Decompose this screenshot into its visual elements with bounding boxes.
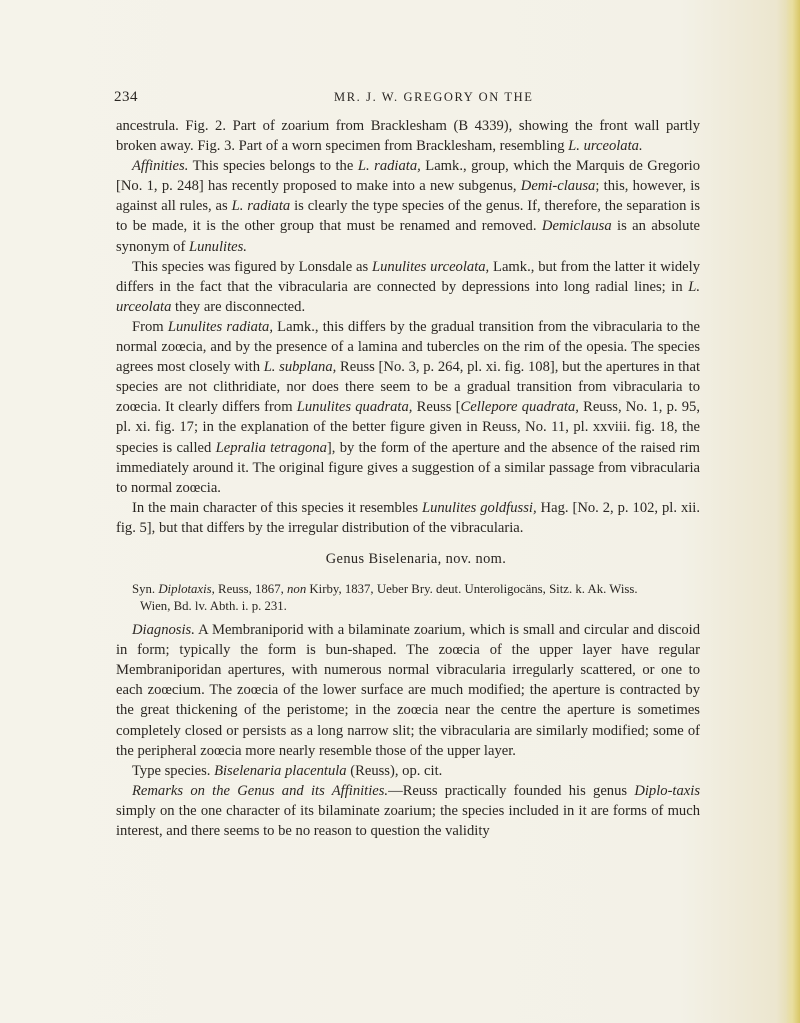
italic-run: Diplotaxis,: [158, 582, 215, 597]
paragraph: [116, 257, 700, 317]
text-run: Type species.: [132, 762, 215, 779]
paragraph: [116, 317, 700, 498]
italic-run: L. urceolata: [116, 278, 700, 315]
text-run: —Reuss practically founded his genus: [388, 782, 635, 799]
text-run: From: [132, 318, 168, 335]
text-run: A Membraniporid with a bilaminate zoarium, which is small and circular and discoid in form; typically the form is bun-shaped. The zoœcia of the upper layer have regular Membraniporidan apertures, with numerous normal vibracularia irregularly scattered, or one to each zoœcium. The zoœcia of the lower surface are much modified; the aperture is contracted by the great thickening of the peristome; in the zoœcia near the centre the aperture is sometimes completely closed or persists as a long narrow slit; the vibracularia are similarly modified; some of the peripheral zoœcia more nearly resemble those of the upper layer.: [116, 622, 700, 759]
italic-run: Lepralia tetragona: [215, 439, 327, 456]
italic-run: Demiclausa: [541, 218, 612, 235]
genus-heading-text: Genus Biselenaria, nov. nom.: [325, 550, 507, 567]
text-run: is clearly the type species of the genus. If, therefore, the separation is to be made, it is the other group that must be renamed and removed.: [116, 198, 700, 235]
text-run: Syn.: [132, 582, 159, 597]
italic-run: non: [287, 582, 307, 597]
italic-run: L. urceolata.: [568, 138, 643, 155]
italic-run: Lunulites goldfussi,: [421, 499, 537, 516]
paragraph: [116, 498, 700, 538]
italic-run: Diplo-taxis: [634, 782, 700, 799]
paragraph-type-species: [116, 761, 700, 781]
synonymy-continuation: Wien, Bd. lv. Abth. i. p. 231.: [140, 599, 287, 614]
italic-run: Cellepore quadrata,: [460, 399, 579, 416]
italic-run: Biselenaria placentula: [214, 762, 347, 779]
paragraph-remarks: [116, 781, 700, 841]
synonymy-line: [132, 582, 638, 596]
page-edge-tint: [786, 0, 800, 1023]
text-run: Reuss, 1867,: [214, 582, 288, 597]
genus-heading: [116, 549, 700, 569]
text-run: Lamk., this differs by the gradual transition from the vibracularia to the normal zoœcia, and by the presence of a lamina and tubercles on the rim of the opesia. The species agrees most closely with: [116, 318, 700, 376]
text-run: Reuss [No. 3, p. 264, pl. xi. fig. 108], but the apertures in that species are not clithridiate, nor does there seem to be a gradual transition from vibracularia to zoœcia. It clearly differs from: [116, 359, 701, 416]
italic-run: Lunulites urceolata,: [372, 258, 490, 275]
italic-run: Affinities.: [132, 158, 189, 175]
italic-run: L. radiata: [231, 198, 291, 215]
italic-run: Demi-clausa: [520, 178, 596, 195]
text-run: ancestrula. Fig. 2. Part of zoarium from Bracklesham (B 4339), showing the front wall partly broken away. Fig. 3. Part of a worn specimen from Bracklesham, resembling: [116, 118, 700, 155]
text-run: Lamk., group, which the Marquis de Gregorio [No. 1, p. 248] has recently proposed to make into a new subgenus,: [116, 158, 700, 195]
synonymy: [116, 581, 700, 615]
italic-run: L. subplana,: [263, 359, 337, 376]
page-header: [114, 89, 697, 111]
page-number: 234: [114, 89, 138, 105]
text-run: is an absolute synonym of: [116, 218, 701, 255]
text-run: they are disconnected.: [171, 298, 306, 315]
text-run: This species belongs to the: [188, 158, 358, 175]
text-run: This species was figured by Lonsdale as: [132, 258, 372, 275]
italic-run: Remarks on the Genus and its Affinities.: [132, 782, 389, 799]
paragraph-affinities: [116, 156, 700, 256]
italic-run: Diagnosis.: [132, 622, 195, 639]
paragraph-diagnosis: [116, 620, 700, 761]
text-run: Hag. [No. 2, p. 102, pl. xii. fig. 5], but that differs by the irregular distribution of the vibracularia.: [116, 499, 700, 536]
text-run: Lamk., but from the latter it widely differs in the fact that the vibracularia are connected by depressions into long radial lines; in: [116, 258, 701, 295]
text-run: Kirby, 1837, Ueber Bry. deut. Unteroligocäns, Sitz. k. Ak. Wiss.: [306, 582, 638, 597]
text-run: ], by the form of the aperture and the absence of the raised rim immediately around it. The original figure gives a suggestion of a similar passage from vibracularia to normal zoœcia.: [116, 439, 700, 496]
text-run: (Reuss), op. cit.: [346, 762, 443, 779]
text-run: Reuss [: [412, 399, 461, 416]
italic-run: L. radiata,: [357, 158, 421, 175]
running-head: MR. J. W. GREGORY ON THE: [334, 90, 534, 104]
paragraph: [116, 116, 700, 156]
text-run: Reuss, No. 1, p. 95, pl. xi. fig. 17; in the explanation of the better figure given in Reuss, No. 11, pl. xxviii. fig. 18, the species is called: [116, 399, 700, 456]
italic-run: Lunulites quadrata,: [296, 399, 413, 416]
text-run: ; this, however, is against all rules, as: [116, 178, 700, 215]
italic-run: Lunulites.: [188, 238, 247, 255]
body-text: [116, 116, 700, 841]
italic-run: Lunulites radiata,: [167, 318, 273, 335]
text-run: In the main character of this species it resembles: [132, 499, 422, 516]
text-run: simply on the one character of its bilaminate zoarium; the species included in it are forms of much interest, and there seems to be no reason to question the validity: [116, 802, 700, 839]
